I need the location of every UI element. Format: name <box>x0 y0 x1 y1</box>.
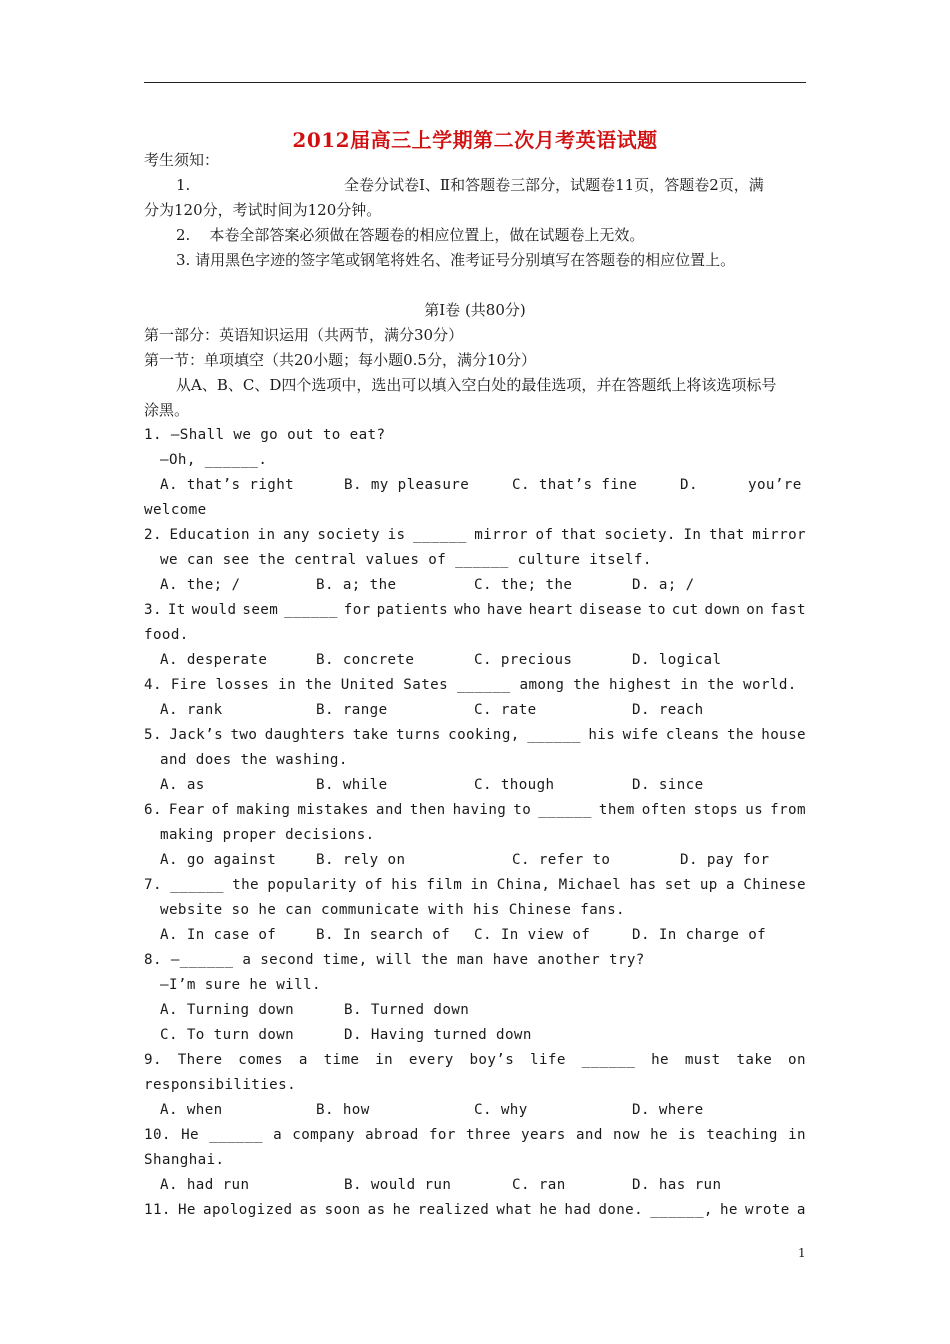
word: ______ <box>538 802 592 818</box>
word: of <box>535 527 554 543</box>
word: having <box>452 802 507 818</box>
word: to <box>647 602 666 618</box>
q1-option-d-cont: welcome <box>144 502 207 518</box>
q6-stem-cont: making proper decisions. <box>160 827 375 843</box>
word: Chinese <box>743 877 806 893</box>
q3-option-d: D. logical <box>632 652 722 668</box>
q3-option-b: B. concrete <box>316 652 415 668</box>
word: company <box>292 1127 355 1143</box>
word: mirror <box>474 527 528 543</box>
word: China, <box>496 877 551 893</box>
q1-option-c: C. that’s fine <box>512 477 638 493</box>
word: 2. <box>144 527 162 543</box>
word: popularity <box>267 877 357 893</box>
word: ______ <box>209 1127 263 1143</box>
q8-stem: 8. —______ a second time, will the man have another try? <box>144 952 645 968</box>
word: on <box>746 602 765 618</box>
word: what <box>496 1202 533 1218</box>
word: ______, <box>650 1202 713 1218</box>
word: of <box>365 877 383 893</box>
q8-option-c: C. To turn down <box>160 1027 295 1043</box>
q6-option-a: A. go against <box>160 852 277 868</box>
word: a <box>273 1127 283 1143</box>
q2-option-a: A. the; / <box>160 577 241 593</box>
word: realized <box>417 1202 490 1218</box>
word: now <box>613 1127 640 1143</box>
word: 7. <box>144 877 162 893</box>
q4-option-d: D. reach <box>632 702 704 718</box>
word: is <box>678 1127 697 1143</box>
word: ______ <box>284 602 338 618</box>
q3-stem <box>144 600 806 620</box>
q10-option-a: A. had run <box>160 1177 250 1193</box>
header-rule <box>144 82 806 83</box>
word: society. <box>604 527 676 543</box>
word: in <box>375 1052 394 1068</box>
word: any <box>283 527 310 543</box>
word: has <box>629 877 657 893</box>
q11-stem <box>144 1200 806 1220</box>
q3-option-a: A. desperate <box>160 652 268 668</box>
q1-option-d: D. <box>680 477 698 493</box>
word: film <box>426 877 463 893</box>
word: he <box>539 1202 558 1218</box>
word: in <box>470 877 489 893</box>
q2-stem-cont: we can see the central values of ______ culture itself. <box>160 552 652 568</box>
q9-option-a: A. when <box>160 1102 223 1118</box>
word: the <box>232 877 259 893</box>
word: boy’s <box>469 1052 515 1068</box>
q2-option-b: B. a; the <box>316 577 397 593</box>
document-title: 2012届高三上学期第二次月考英语试题 <box>292 128 658 152</box>
q4-option-c: C. rate <box>474 702 537 718</box>
word: in <box>788 1127 806 1143</box>
word: It <box>167 602 186 618</box>
word: down <box>704 602 741 618</box>
word: Michael <box>558 877 622 893</box>
q7-option-a: A. In case of <box>160 927 277 943</box>
word: There <box>177 1052 223 1068</box>
word: daughters <box>264 727 346 743</box>
word: he <box>719 1202 738 1218</box>
word: 11. <box>144 1202 171 1218</box>
word: that <box>708 527 745 543</box>
word: them <box>598 802 635 818</box>
word: a <box>298 1052 308 1068</box>
word: fast <box>770 602 806 618</box>
q7-option-b: B. In search of <box>316 927 451 943</box>
q6-option-c: C. refer to <box>512 852 611 868</box>
word: in <box>257 527 276 543</box>
word: the <box>726 727 754 743</box>
notice-item2: 2. 本卷全部答案必须做在答题卷的相应位置上，做在试题卷上无效。 <box>176 226 645 244</box>
word: two <box>230 727 258 743</box>
q10-stem-cont: Shanghai. <box>144 1152 225 1168</box>
word: he <box>650 1127 668 1143</box>
q9-option-d: D. where <box>632 1102 704 1118</box>
word: us <box>745 802 764 818</box>
part1-heading: 第一部分：英语知识运用（共两节，满分30分） <box>144 326 464 344</box>
word: He <box>181 1127 199 1143</box>
word: soon <box>324 1202 361 1218</box>
q5-option-b: B. while <box>316 777 388 793</box>
word: disease <box>579 602 642 618</box>
word: take <box>736 1052 773 1068</box>
volume-heading: 第Ⅰ卷 (共80分) <box>424 301 526 319</box>
q9-stem-cont: responsibilities. <box>144 1077 297 1093</box>
word: comes <box>238 1052 283 1068</box>
word: a <box>796 1202 806 1218</box>
word: ______ <box>413 527 467 543</box>
word: often <box>641 802 687 818</box>
q9-stem <box>144 1050 806 1070</box>
q4-option-b: B. range <box>316 702 388 718</box>
word: done. <box>598 1202 644 1218</box>
q2-stem <box>144 525 806 545</box>
word: his <box>588 727 616 743</box>
word: life <box>530 1052 566 1068</box>
word: wrote <box>745 1202 790 1218</box>
notice-item1-number: 1. <box>176 176 191 194</box>
word: his <box>391 877 419 893</box>
q7-option-d: D. In charge of <box>632 927 767 943</box>
q8-option-b: B. Turned down <box>344 1002 470 1018</box>
q5-stem <box>144 725 806 745</box>
q7-stem <box>144 875 806 895</box>
word: who <box>454 602 481 618</box>
q10-option-b: B. would run <box>344 1177 452 1193</box>
q9-option-c: C. why <box>474 1102 528 1118</box>
word: years <box>521 1127 566 1143</box>
word: mistakes <box>297 802 369 818</box>
q1-option-b: B. my pleasure <box>344 477 470 493</box>
word: seem <box>242 602 279 618</box>
word: had <box>564 1202 592 1218</box>
word: turns <box>395 727 441 743</box>
q8-option-d: D. Having turned down <box>344 1027 532 1043</box>
word: ______ <box>527 727 581 743</box>
word: up <box>699 877 718 893</box>
word: teaching <box>706 1127 778 1143</box>
q1-reply: —Oh, ______. <box>160 452 268 468</box>
word: then <box>409 802 446 818</box>
q9-option-b: B. how <box>316 1102 370 1118</box>
word: wife <box>622 727 659 743</box>
q10-stem <box>144 1125 806 1145</box>
word: ______ <box>581 1052 636 1068</box>
q7-option-c: C. In view of <box>474 927 591 943</box>
word: three <box>466 1127 511 1143</box>
word: He <box>177 1202 196 1218</box>
word: 5. <box>144 727 162 743</box>
notice-item1-text: 全卷分试卷Ⅰ、Ⅱ和答题卷三部分，试题卷11页，答题卷2页，满 <box>344 176 764 194</box>
q1-stem: 1. —Shall we go out to eat? <box>144 427 386 443</box>
word: cooking, <box>448 727 520 743</box>
word: a <box>726 877 735 893</box>
word: ______ <box>170 877 224 893</box>
q6-option-b: B. rely on <box>316 852 406 868</box>
word: Education <box>169 527 250 543</box>
word: is <box>387 527 406 543</box>
word: he <box>651 1052 669 1068</box>
word: take <box>352 727 389 743</box>
q2-option-d: D. a; / <box>632 577 695 593</box>
word: house <box>761 727 806 743</box>
word: mirror <box>752 527 806 543</box>
word: 6. <box>144 802 162 818</box>
notice-item1-cont: 分为120分，考试时间为120分钟。 <box>144 201 382 219</box>
word: cleans <box>665 727 720 743</box>
word: patients <box>376 602 449 618</box>
q5-stem-cont: and does the washing. <box>160 752 348 768</box>
q2-option-c: C. the; the <box>474 577 573 593</box>
q8-option-a: A. Turning down <box>160 1002 295 1018</box>
word: heart <box>528 602 574 618</box>
section1-heading: 第一节：单项填空（共20小题；每小题0.5分，满分10分） <box>144 351 537 369</box>
q10-option-c: C. ran <box>512 1177 566 1193</box>
word: time <box>323 1052 360 1068</box>
q5-option-d: D. since <box>632 777 704 793</box>
word: every <box>408 1052 454 1068</box>
q4-option-a: A. rank <box>160 702 223 718</box>
word: have <box>486 602 523 618</box>
word: and <box>575 1127 603 1143</box>
word: would <box>191 602 237 618</box>
word: to <box>513 802 532 818</box>
word: on <box>788 1052 806 1068</box>
word: from <box>770 802 806 818</box>
q3-option-c: C. precious <box>474 652 573 668</box>
instructions-line1: 从A、B、C、D四个选项中，选出可以填入空白处的最佳选项，并在答题纸上将该选项标号 <box>176 376 777 394</box>
q6-stem <box>144 800 806 820</box>
word: 9. <box>144 1052 162 1068</box>
word: Jack’s <box>169 727 224 743</box>
word: In <box>683 527 702 543</box>
word: that <box>560 527 597 543</box>
q1-option-d-text: you’re <box>748 477 802 493</box>
word: making <box>236 802 291 818</box>
q3-stem-cont: food. <box>144 627 189 643</box>
q7-stem-cont: website so he can communicate with his Chinese fans. <box>160 902 625 918</box>
word: 10. <box>144 1127 171 1143</box>
q6-option-d: D. pay for <box>680 852 770 868</box>
word: Fear <box>168 802 205 818</box>
word: apologized <box>203 1202 293 1218</box>
q5-option-a: A. as <box>160 777 205 793</box>
word: of <box>211 802 230 818</box>
word: cut <box>671 602 699 618</box>
q8-reply: —I’m sure he will. <box>160 977 321 993</box>
notice-item3: 3. 请用黑色字迹的签字笔或钢笔将姓名、准考证号分别填写在答题卷的相应位置上。 <box>176 251 736 269</box>
word: and <box>375 802 403 818</box>
word: abroad <box>365 1127 419 1143</box>
q10-option-d: D. has run <box>632 1177 722 1193</box>
notice-heading: 考生须知： <box>144 151 220 169</box>
word: as <box>299 1202 318 1218</box>
q5-option-c: C. though <box>474 777 555 793</box>
q4-stem: 4. Fire losses in the United Sates ______ among the highest in the world. <box>144 677 797 693</box>
q1-option-a: A. that’s right <box>160 477 295 493</box>
word: for <box>428 1127 456 1143</box>
word: as <box>367 1202 386 1218</box>
word: he <box>392 1202 411 1218</box>
page-number: 1 <box>798 1246 806 1260</box>
word: 3. <box>144 602 162 618</box>
word: stops <box>693 802 739 818</box>
word: for <box>343 602 371 618</box>
word: must <box>684 1052 721 1068</box>
instructions-line2: 涂黑。 <box>144 401 190 419</box>
word: society <box>317 527 380 543</box>
word: set <box>664 877 692 893</box>
